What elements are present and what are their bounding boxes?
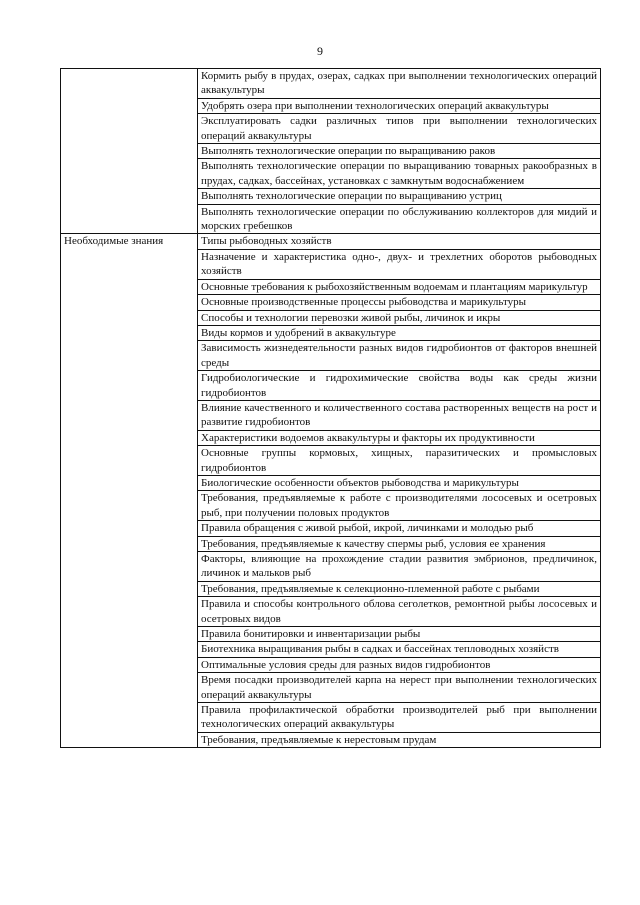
knowledge-item: Основные производственные процессы рыбоводства и марикультуры [198, 295, 601, 310]
knowledge-item: Правила обращения с живой рыбой, икрой, личинками и молодью рыб [198, 521, 601, 536]
knowledge-item: Правила и способы контрольного облова сеголетков, ремонтной рыбы лососевых и осетровых видов [198, 597, 601, 627]
knowledge-item: Биологические особенности объектов рыбоводства и марикультуры [198, 475, 601, 490]
knowledge-item: Основные требования к рыбохозяйственным водоемам и плантациям марикультур [198, 279, 601, 294]
skills-item: Выполнять технологические операции по выращиванию устриц [198, 189, 601, 204]
knowledge-item: Биотехника выращивания рыбы в садках и бассейнах тепловодных хозяйств [198, 642, 601, 657]
knowledge-item: Зависимость жизнедеятельности разных видов гидробионтов от факторов внешней среды [198, 341, 601, 371]
knowledge-item: Требования, предъявляемые к селекционно-племенной работе с рыбами [198, 581, 601, 596]
skills-item: Выполнять технологические операции по выращиванию раков [198, 144, 601, 159]
skills-item: Эксплуатировать садки различных типов при выполнении технологических операций аквакультуры [198, 114, 601, 144]
knowledge-item: Назначение и характеристика одно-, двух- и трехлетних оборотов рыбоводных хозяйств [198, 249, 601, 279]
skills-item: Кормить рыбу в прудах, озерах, садках при выполнении технологических операций аквакультуры [198, 69, 601, 99]
knowledge-item: Требования, предъявляемые к нерестовым прудам [198, 732, 601, 747]
knowledge-item: Правила бонитировки и инвентаризации рыбы [198, 627, 601, 642]
skills-item: Выполнять технологические операции по выращиванию товарных ракообразных в прудах, садках, бассейнах, установках с замкнутым водоснабжением [198, 159, 601, 189]
knowledge-item: Способы и технологии перевозки живой рыбы, личинок и икры [198, 310, 601, 325]
knowledge-item: Основные группы кормовых, хищных, паразитических и промысловых гидробионтов [198, 446, 601, 476]
knowledge-item: Типы рыбоводных хозяйств [198, 234, 601, 249]
knowledge-item: Факторы, влияющие на прохождение стадии развития эмбрионов, предличинок, личинок и мальков рыб [198, 552, 601, 582]
requirements-table [60, 68, 601, 748]
skills-label-cell [61, 69, 198, 234]
knowledge-label: Необходимые знания [61, 234, 198, 748]
page-number: 9 [317, 44, 323, 58]
knowledge-item: Требования, предъявляемые к качеству спермы рыб, условия ее хранения [198, 536, 601, 551]
knowledge-item: Оптимальные условия среды для разных видов гидробионтов [198, 657, 601, 672]
knowledge-item: Правила профилактической обработки производителей рыб при выполнении технологических операций аквакультуры [198, 703, 601, 733]
knowledge-item: Виды кормов и удобрений в аквакультуре [198, 325, 601, 340]
knowledge-item: Гидробиологические и гидрохимические свойства воды как среды жизни гидробионтов [198, 371, 601, 401]
knowledge-item: Время посадки производителей карпа на нерест при выполнении технологических операций аквакультуры [198, 673, 601, 703]
skills-item: Удобрять озера при выполнении технологических операций аквакультуры [198, 98, 601, 113]
table-row [61, 234, 601, 249]
knowledge-item: Влияние качественного и количественного состава растворенных веществ на рост и развитие гидробионтов [198, 400, 601, 430]
knowledge-item: Требования, предъявляемые к работе с производителями лососевых и осетровых рыб, при получении половых продуктов [198, 491, 601, 521]
knowledge-item: Характеристики водоемов аквакультуры и факторы их продуктивности [198, 430, 601, 445]
skills-item: Выполнять технологические операции по обслуживанию коллекторов для мидий и морских гребешков [198, 204, 601, 234]
table-row [61, 69, 601, 99]
